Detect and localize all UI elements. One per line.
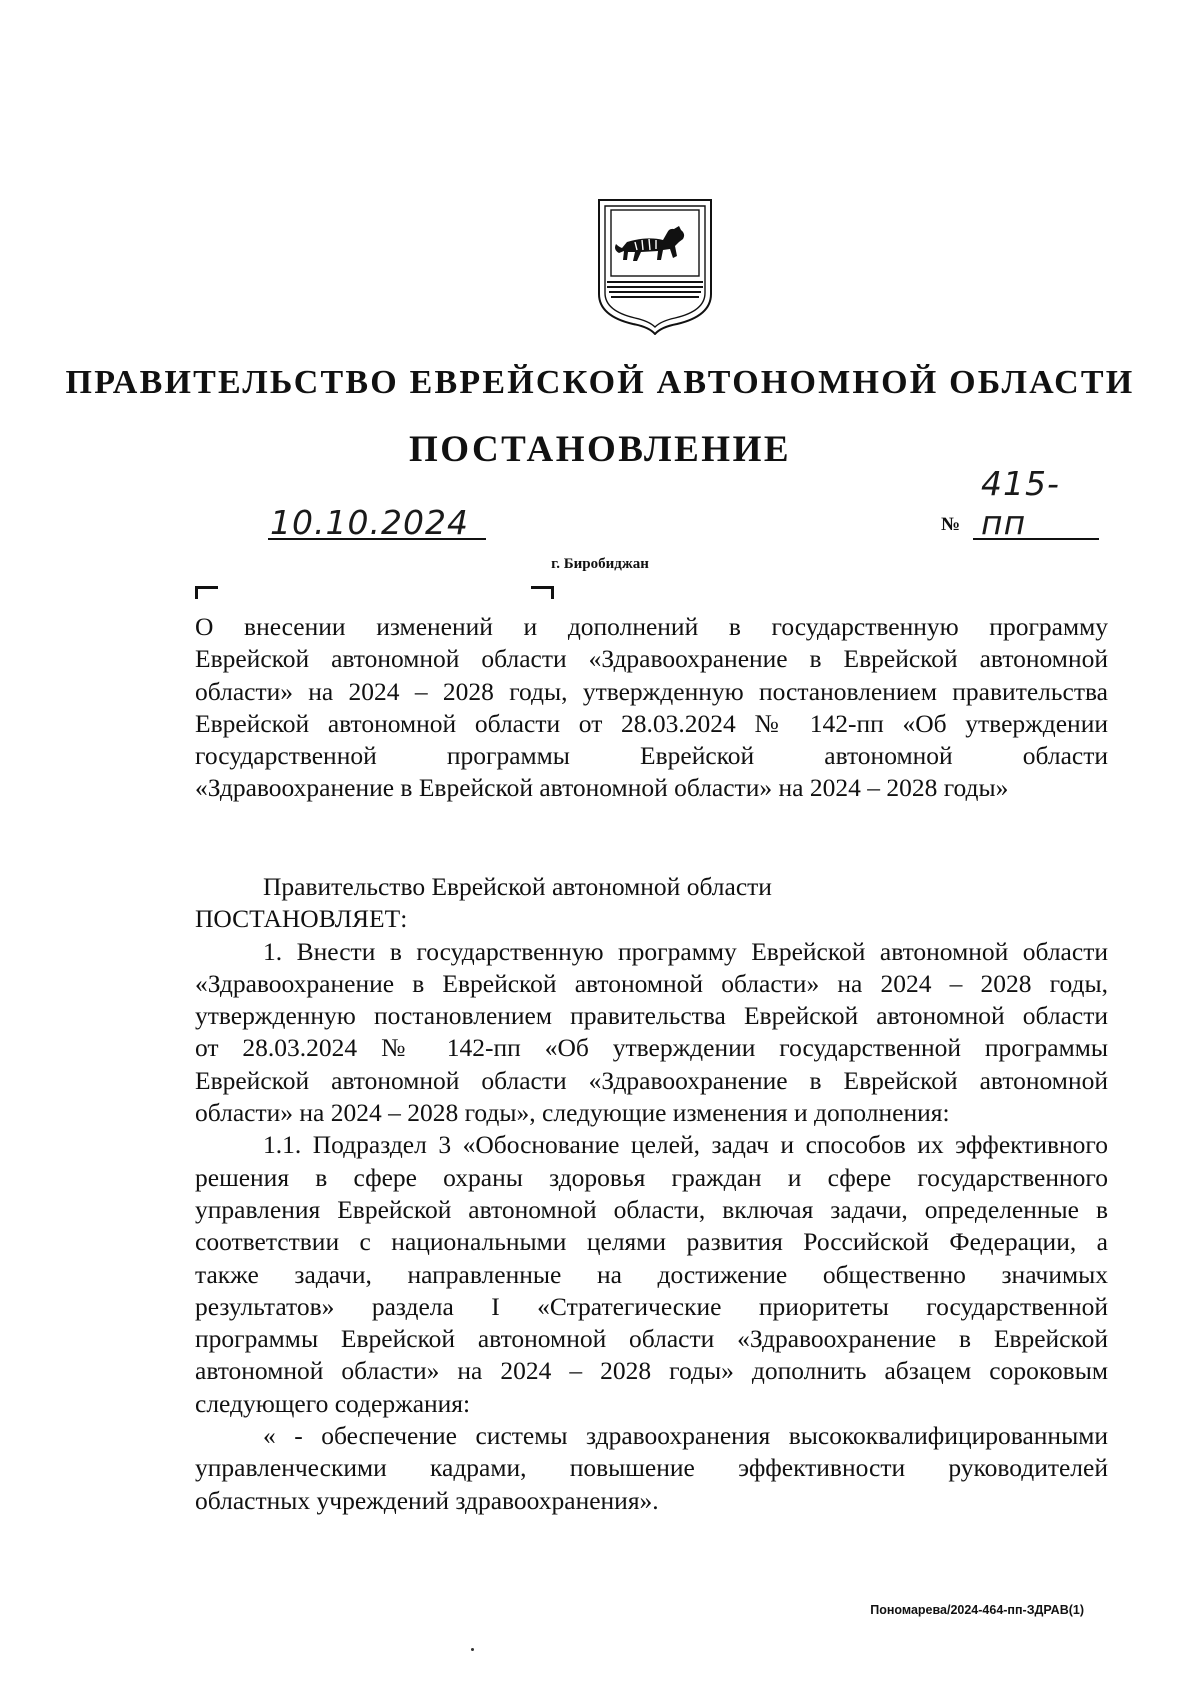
item1-line: области» на 2024 – 2028 годы», следующие изменения и дополнения: <box>195 1098 950 1128</box>
handwritten-number: 415-пп <box>981 464 1060 542</box>
coat-of-arms-tiger-icon <box>597 198 713 335</box>
subject-line: государственной программы Еврейской автономной области <box>195 741 1108 771</box>
city-name: г. Биробиджан <box>551 556 649 572</box>
government-name: ПРАВИТЕЛЬСТВО ЕВРЕЙСКОЙ АВТОНОМНОЙ ОБЛАСТИ <box>65 364 1135 401</box>
footer-reference: Пономарева/2024-464-пп-ЗДРАВ(1) <box>870 1603 1084 1617</box>
item1-1-line: соответствии с национальными целями развития Российской Федерации, а <box>195 1227 1108 1257</box>
resolution-body <box>195 871 1108 1517</box>
item1-1-line: управления Еврейской автономной области, включая задачи, определенные в <box>195 1194 1108 1224</box>
subject-line: области» на 2024 – 2028 годы, утвержденную постановлением правительства <box>195 676 1108 706</box>
item1-line: Еврейской автономной области «Здравоохранение в Еврейской автономной <box>195 1065 1108 1095</box>
item1-1-line: решения в сфере охраны здоровья граждан и сфере государственного <box>195 1162 1108 1192</box>
item1-line: утвержденную постановлением правительства Еврейской автономной области <box>195 1001 1108 1031</box>
item1-1-line: автономной области» на 2024 – 2028 годы» дополнить абзацем сороковым <box>195 1356 1108 1386</box>
resolution-subject <box>195 611 1108 805</box>
item1-line: «Здравоохранение в Еврейской автономной области» на 2024 – 2028 годы, <box>195 968 1108 998</box>
item1-1-line: результатов» раздела I «Стратегические приоритеты государственной <box>195 1291 1108 1321</box>
subject-line: «Здравоохранение в Еврейской автономной области» на 2024 – 2028 годы» <box>195 773 1009 803</box>
quote-line: « - обеспечение системы здравоохранения высококвалифицированными <box>263 1421 1108 1451</box>
item1-line: от 28.03.2024 № 142-пп «Об утверждении государственной программы <box>195 1033 1108 1063</box>
item1-1-line: следующего содержания: <box>195 1388 471 1418</box>
item1-1-line: программы Еврейской автономной области «Здравоохранение в Еврейской <box>195 1324 1108 1354</box>
item1-1-line: 1.1. Подраздел 3 «Обоснование целей, задач и способов их эффективного <box>263 1130 1108 1160</box>
scan-dot <box>471 1648 474 1651</box>
date-field <box>268 502 486 540</box>
left-bracket-corner <box>195 586 218 599</box>
document-type-title: ПОСТАНОВЛЕНИЕ <box>408 429 792 470</box>
quote-line: управленческими кадрами, повышение эффективности руководителей <box>195 1453 1108 1483</box>
number-label: № <box>941 514 961 535</box>
resolves-heading: ПОСТАНОВЛЯЕТ: <box>195 904 408 934</box>
number-field <box>973 464 1099 542</box>
right-bracket-corner <box>531 586 554 599</box>
subject-line: О внесении изменений и дополнений в государственную программу <box>195 612 1108 641</box>
item1-1-line: также задачи, направленные на достижение общественно значимых <box>195 1259 1108 1289</box>
handwritten-date: 10.10.2024 <box>270 503 469 542</box>
quote-line: областных учреждений здравоохранения». <box>195 1485 659 1515</box>
intro-paragraph: Правительство Еврейской автономной области <box>263 872 772 901</box>
item1-line: 1. Внести в государственную программу Еврейской автономной области <box>263 936 1108 966</box>
subject-line: Еврейской автономной области от 28.03.2024 № 142-пп «Об утверждении <box>195 708 1108 738</box>
subject-line: Еврейской автономной области «Здравоохранение в Еврейской автономной <box>195 644 1108 674</box>
